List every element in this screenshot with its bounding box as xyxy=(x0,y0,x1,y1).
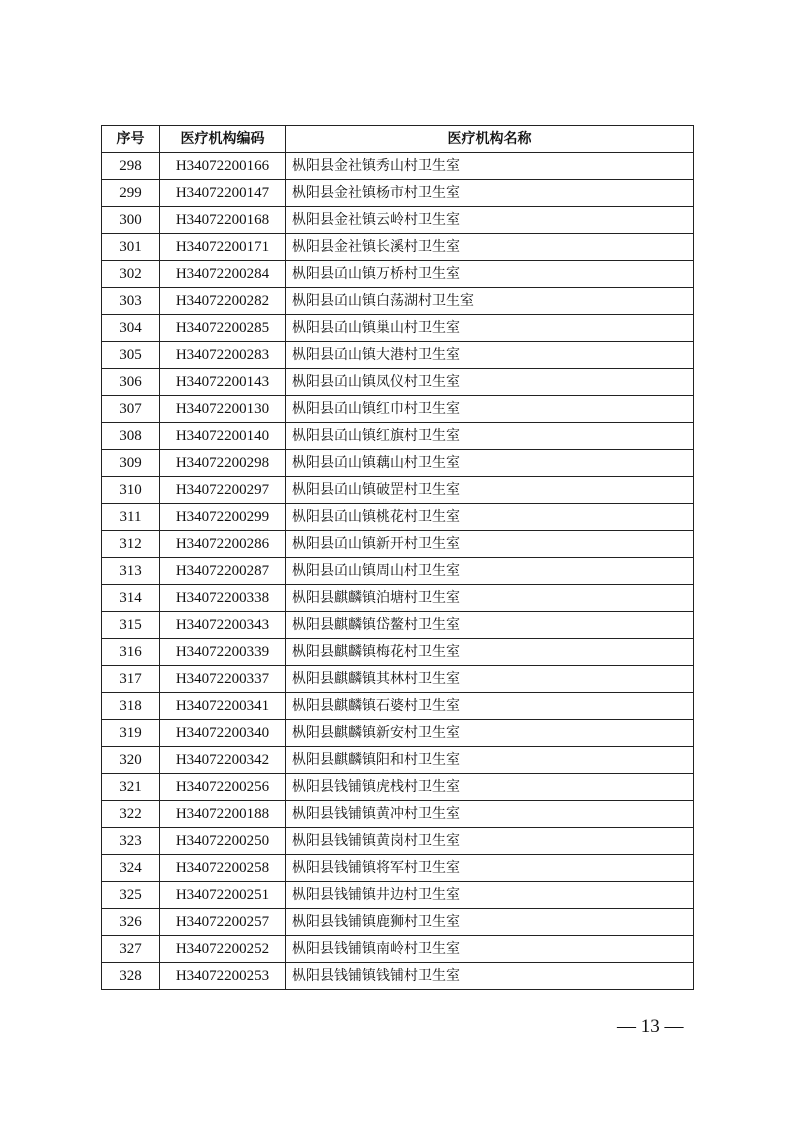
row-name-cell: 枞阳县金社镇秀山村卫生室 xyxy=(286,153,694,180)
row-code-cell: H34072200188 xyxy=(160,801,286,828)
table-body xyxy=(102,153,694,990)
page-number: — 13 — xyxy=(617,1016,684,1037)
row-name-cell: 枞阳县𠙶山镇大港村卫生室 xyxy=(286,342,694,369)
row-seq-cell: 324 xyxy=(102,855,160,882)
row-name-cell: 枞阳县金社镇云岭村卫生室 xyxy=(286,207,694,234)
table-row xyxy=(102,450,694,477)
row-code-cell: H34072200257 xyxy=(160,909,286,936)
row-seq-cell: 326 xyxy=(102,909,160,936)
row-seq-cell: 315 xyxy=(102,612,160,639)
table-row xyxy=(102,315,694,342)
row-seq-cell: 321 xyxy=(102,774,160,801)
row-name-cell: 枞阳县𠙶山镇桃花村卫生室 xyxy=(286,504,694,531)
table-row xyxy=(102,936,694,963)
row-name-cell: 枞阳县金社镇长溪村卫生室 xyxy=(286,234,694,261)
row-name-cell: 枞阳县𠙶山镇红巾村卫生室 xyxy=(286,396,694,423)
row-code-cell: H34072200130 xyxy=(160,396,286,423)
row-code-cell: H34072200253 xyxy=(160,963,286,990)
row-code-cell: H34072200166 xyxy=(160,153,286,180)
row-seq-cell: 325 xyxy=(102,882,160,909)
row-code-cell: H34072200140 xyxy=(160,423,286,450)
table-row xyxy=(102,423,694,450)
row-name-cell: 枞阳县𠙶山镇白荡湖村卫生室 xyxy=(286,288,694,315)
row-name-cell: 枞阳县𠙶山镇新开村卫生室 xyxy=(286,531,694,558)
row-name-cell: 枞阳县𠙶山镇巢山村卫生室 xyxy=(286,315,694,342)
table-row xyxy=(102,693,694,720)
row-code-cell: H34072200256 xyxy=(160,774,286,801)
row-seq-cell: 305 xyxy=(102,342,160,369)
row-code-cell: H34072200250 xyxy=(160,828,286,855)
row-name-cell: 枞阳县𠙶山镇万桥村卫生室 xyxy=(286,261,694,288)
header-name: 医疗机构名称 xyxy=(286,126,694,153)
table-row xyxy=(102,342,694,369)
row-seq-cell: 304 xyxy=(102,315,160,342)
row-seq-cell: 303 xyxy=(102,288,160,315)
table-row xyxy=(102,207,694,234)
row-seq-cell: 308 xyxy=(102,423,160,450)
row-name-cell: 枞阳县𠙶山镇周山村卫生室 xyxy=(286,558,694,585)
row-code-cell: H34072200342 xyxy=(160,747,286,774)
table-row xyxy=(102,963,694,990)
row-name-cell: 枞阳县金社镇杨市村卫生室 xyxy=(286,180,694,207)
row-code-cell: H34072200284 xyxy=(160,261,286,288)
row-name-cell: 枞阳县麒麟镇其林村卫生室 xyxy=(286,666,694,693)
row-code-cell: H34072200147 xyxy=(160,180,286,207)
table-row xyxy=(102,585,694,612)
row-seq-cell: 312 xyxy=(102,531,160,558)
row-name-cell: 枞阳县钱铺镇南岭村卫生室 xyxy=(286,936,694,963)
row-code-cell: H34072200338 xyxy=(160,585,286,612)
table-row xyxy=(102,180,694,207)
row-code-cell: H34072200286 xyxy=(160,531,286,558)
row-seq-cell: 317 xyxy=(102,666,160,693)
table-row xyxy=(102,639,694,666)
row-seq-cell: 314 xyxy=(102,585,160,612)
table-row xyxy=(102,909,694,936)
row-seq-cell: 307 xyxy=(102,396,160,423)
row-name-cell: 枞阳县钱铺镇虎栈村卫生室 xyxy=(286,774,694,801)
row-code-cell: H34072200298 xyxy=(160,450,286,477)
table-row xyxy=(102,369,694,396)
row-code-cell: H34072200341 xyxy=(160,693,286,720)
row-name-cell: 枞阳县钱铺镇钱铺村卫生室 xyxy=(286,963,694,990)
row-code-cell: H34072200282 xyxy=(160,288,286,315)
row-name-cell: 枞阳县麒麟镇石婆村卫生室 xyxy=(286,693,694,720)
row-code-cell: H34072200258 xyxy=(160,855,286,882)
row-seq-cell: 300 xyxy=(102,207,160,234)
row-seq-cell: 306 xyxy=(102,369,160,396)
row-seq-cell: 301 xyxy=(102,234,160,261)
table-row xyxy=(102,477,694,504)
row-seq-cell: 318 xyxy=(102,693,160,720)
row-name-cell: 枞阳县麒麟镇岱鳌村卫生室 xyxy=(286,612,694,639)
row-name-cell: 枞阳县𠙶山镇凤仪村卫生室 xyxy=(286,369,694,396)
row-seq-cell: 320 xyxy=(102,747,160,774)
row-code-cell: H34072200343 xyxy=(160,612,286,639)
row-code-cell: H34072200168 xyxy=(160,207,286,234)
table-row xyxy=(102,234,694,261)
row-seq-cell: 327 xyxy=(102,936,160,963)
row-seq-cell: 328 xyxy=(102,963,160,990)
row-code-cell: H34072200337 xyxy=(160,666,286,693)
row-seq-cell: 319 xyxy=(102,720,160,747)
row-code-cell: H34072200285 xyxy=(160,315,286,342)
row-seq-cell: 313 xyxy=(102,558,160,585)
row-name-cell: 枞阳县麒麟镇梅花村卫生室 xyxy=(286,639,694,666)
row-code-cell: H34072200283 xyxy=(160,342,286,369)
row-code-cell: H34072200297 xyxy=(160,477,286,504)
table-row xyxy=(102,153,694,180)
row-seq-cell: 322 xyxy=(102,801,160,828)
row-code-cell: H34072200252 xyxy=(160,936,286,963)
row-seq-cell: 316 xyxy=(102,639,160,666)
table-row xyxy=(102,504,694,531)
medical-institution-table xyxy=(101,125,694,990)
table-row xyxy=(102,882,694,909)
row-seq-cell: 310 xyxy=(102,477,160,504)
row-name-cell: 枞阳县钱铺镇黄岗村卫生室 xyxy=(286,828,694,855)
row-name-cell: 枞阳县麒麟镇泊塘村卫生室 xyxy=(286,585,694,612)
row-name-cell: 枞阳县钱铺镇鹿狮村卫生室 xyxy=(286,909,694,936)
row-name-cell: 枞阳县𠙶山镇破罡村卫生室 xyxy=(286,477,694,504)
row-name-cell: 枞阳县钱铺镇井边村卫生室 xyxy=(286,882,694,909)
table-row xyxy=(102,531,694,558)
row-seq-cell: 298 xyxy=(102,153,160,180)
table-row xyxy=(102,396,694,423)
row-name-cell: 枞阳县钱铺镇将军村卫生室 xyxy=(286,855,694,882)
table-row xyxy=(102,855,694,882)
row-name-cell: 枞阳县𠙶山镇红旗村卫生室 xyxy=(286,423,694,450)
table-row xyxy=(102,801,694,828)
table-row xyxy=(102,828,694,855)
header-code: 医疗机构编码 xyxy=(160,126,286,153)
row-seq-cell: 323 xyxy=(102,828,160,855)
table-row xyxy=(102,747,694,774)
table-row xyxy=(102,666,694,693)
table-row xyxy=(102,774,694,801)
row-seq-cell: 311 xyxy=(102,504,160,531)
table-row xyxy=(102,288,694,315)
table-row xyxy=(102,261,694,288)
row-name-cell: 枞阳县麒麟镇新安村卫生室 xyxy=(286,720,694,747)
row-code-cell: H34072200287 xyxy=(160,558,286,585)
table-row xyxy=(102,612,694,639)
row-code-cell: H34072200251 xyxy=(160,882,286,909)
row-seq-cell: 302 xyxy=(102,261,160,288)
row-code-cell: H34072200339 xyxy=(160,639,286,666)
row-code-cell: H34072200171 xyxy=(160,234,286,261)
row-seq-cell: 299 xyxy=(102,180,160,207)
row-name-cell: 枞阳县𠙶山镇藕山村卫生室 xyxy=(286,450,694,477)
row-code-cell: H34072200299 xyxy=(160,504,286,531)
row-seq-cell: 309 xyxy=(102,450,160,477)
row-name-cell: 枞阳县麒麟镇阳和村卫生室 xyxy=(286,747,694,774)
table-row xyxy=(102,558,694,585)
institution-table-container xyxy=(101,125,693,990)
table-row xyxy=(102,720,694,747)
row-code-cell: H34072200340 xyxy=(160,720,286,747)
table-header-row xyxy=(102,126,694,153)
row-code-cell: H34072200143 xyxy=(160,369,286,396)
row-name-cell: 枞阳县钱铺镇黄冲村卫生室 xyxy=(286,801,694,828)
header-seq: 序号 xyxy=(102,126,160,153)
